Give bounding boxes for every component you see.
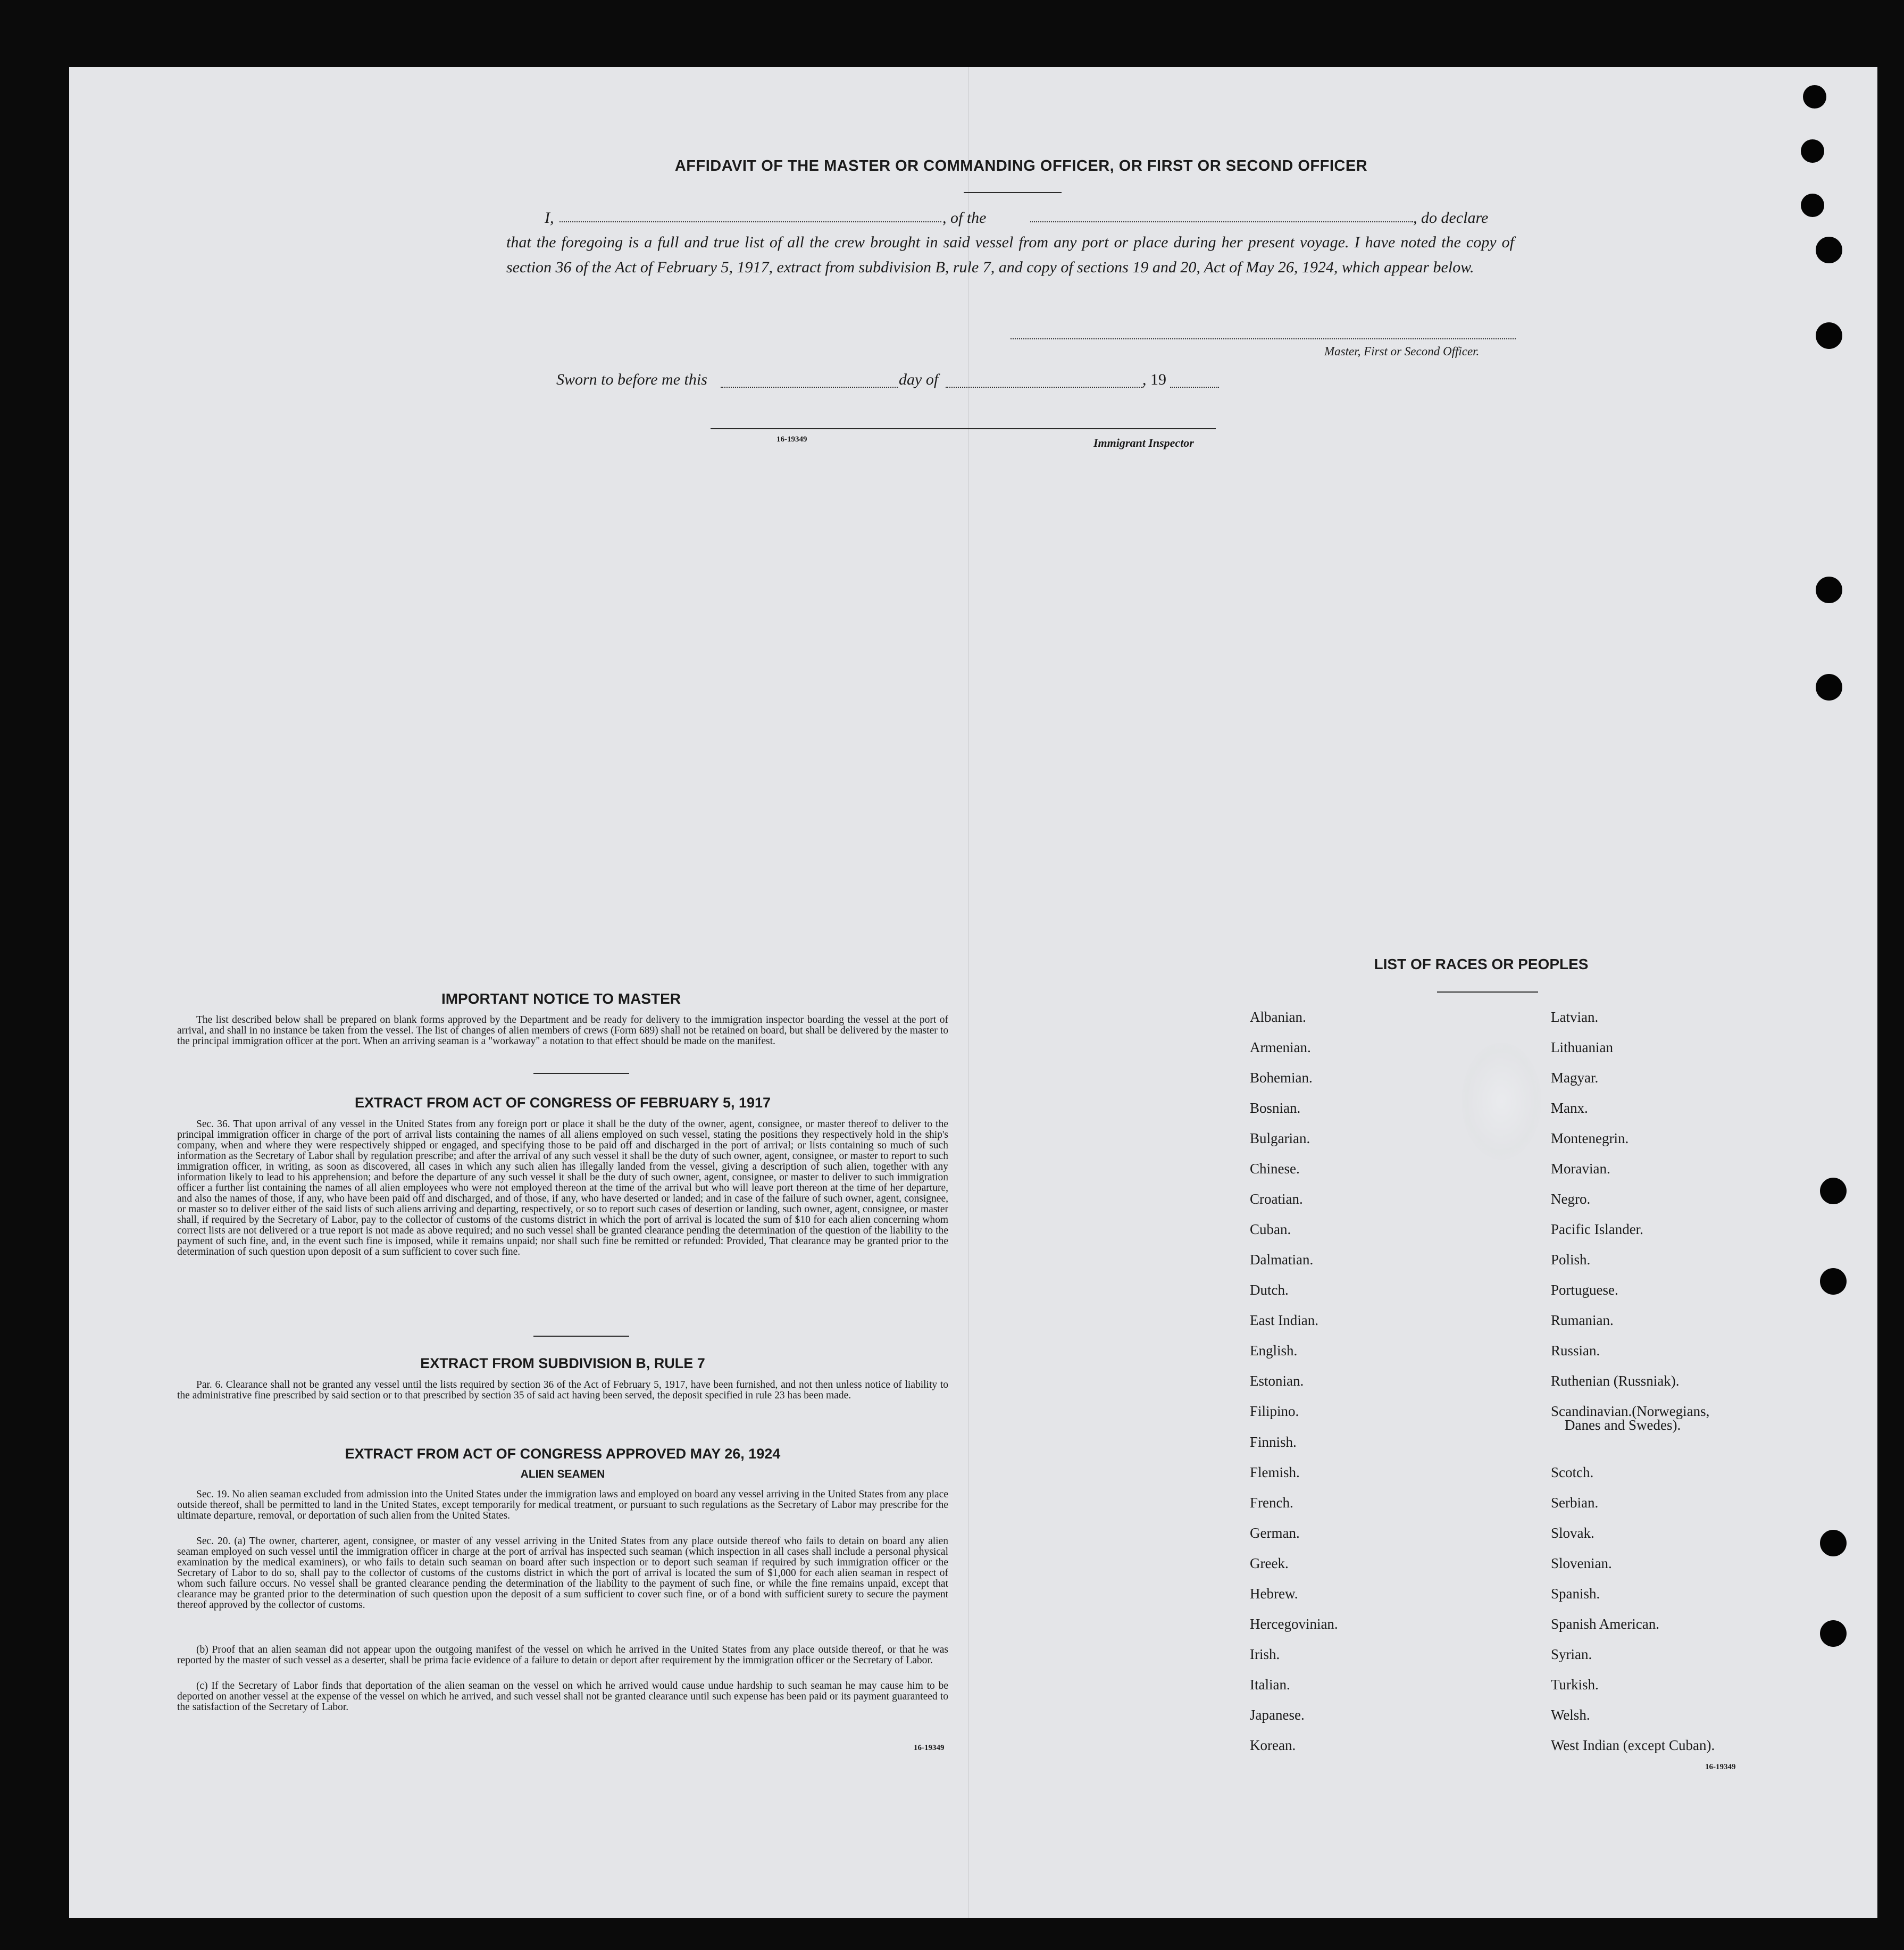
race-item: Manx. (1551, 1100, 1588, 1116)
sec19-body: Sec. 19. No alien seaman excluded from admission into the United States under the immigration laws and employed on board any vessel arriving in the United States from any place outside thereof, shall be permitted to land in the United States, except temporarily for medical treatment, or pursuant to such regulations as the Secretary of Labor may prescribe for the ultimate departure, removal, or deportation of such alien from the United States. (177, 1489, 948, 1521)
race-item: East Indian. (1250, 1312, 1318, 1328)
inspector-label: Immigrant Inspector (1093, 436, 1194, 449)
race-item: Estonian. (1250, 1373, 1304, 1389)
race-item: German. (1250, 1525, 1300, 1541)
race-item: Slovak. (1551, 1525, 1594, 1541)
races-divider (1437, 991, 1538, 993)
race-item: Rumanian. (1551, 1312, 1614, 1328)
sec20a-body: Sec. 20. (a) The owner, charterer, agent, consignee, or master of any vessel arriving in the United States from any place outside thereof who fails to detain on board any alien seaman employed on such vessel until the immigration officer in charge at the port of arrival has inspected such seaman (which inspection in all cases shall include a personal physical examination by the medical examiners), or who fails to detain such seaman on board after such inspection or to deport such seaman if required by such immigration officer or the Secretary of Labor to do so, shall pay to the collector of customs of the customs district in which the port of arrival is located the sum of $1,000 for each alien seaman in respect of whom such failure occurs. No vessel shall be granted clearance pending the determination of the liability to the payment of such fine, or while the fine remains unpaid, except that clearance may be granted prior to the determination of such question upon the deposit of a sum sufficient to cover such fine, or of a bond with sufficient surety to secure the payment thereof approved by the collector of customs. (177, 1536, 948, 1611)
race-item: Spanish American. (1551, 1616, 1659, 1632)
notice-form-number: 16-19349 (914, 1744, 945, 1752)
sec20b-body: (b) Proof that an alien seaman did not appear upon the outgoing manifest of the vessel on which he arrived in the United States from any place outside thereof, or that he was reported by the master of such vessel as a deserter, shall be prima facie evidence of a failure to detain or deport after requirement by the immigration officer or the Secretary of Labor. (177, 1644, 948, 1666)
race-item: Finnish. (1250, 1434, 1297, 1450)
race-item: Dutch. (1250, 1282, 1289, 1298)
extract2-title: EXTRACT FROM SUBDIVISION B, RULE 7 (420, 1355, 705, 1371)
race-item: Flemish. (1250, 1464, 1300, 1480)
race-item: Polish. (1551, 1252, 1591, 1268)
notice-body: The list described below shall be prepared on blank forms approved by the Department and be ready for delivery to the immigration inspector boarding the vessel at the port of arrival, and shall in no instance be taken from the vessel. The list of changes of alien members of crews (Form 689) shall not be retained on board, but shall be delivered by the master to the principal immigration officer at the port. When an arriving seaman is a "workaway" a notation to that effect should be made on the manifest. (177, 1014, 948, 1047)
race-item: Russian. (1551, 1343, 1600, 1359)
fold-crease (968, 67, 969, 1918)
race-item: Negro. (1551, 1191, 1591, 1207)
race-item: Montenegrin. (1551, 1130, 1629, 1146)
affidavit-paragraph: that the foregoing is a full and true list of all the crew brought in said vessel from any port or place during her present voyage. I have noted the copy of section 36 of the Act of February 5, 1917, extract from subdivision B, rule 7, and copy of sections 19 and 20, Act of May 26, 1924, which appear below. (506, 234, 1514, 276)
race-item: English. (1250, 1343, 1298, 1359)
extract2-body: Par. 6. Clearance shall not be granted any vessel until the lists required by section 36 of the Act of February 5, 1917, have been furnished, and not then unless notice of liability to the administrative fine prescribed by said section or to that prescribed by section 35 of said act having been served, the deposit specified in rule 23 has been made. (177, 1379, 948, 1401)
binder-hole (1816, 674, 1842, 701)
year-prefix: , 19 (1142, 371, 1166, 388)
race-item: Italian. (1250, 1677, 1290, 1693)
races-title: LIST OF RACES OR PEOPLES (1374, 956, 1589, 972)
race-item: Bohemian. (1250, 1070, 1313, 1086)
race-item: Latvian. (1551, 1009, 1599, 1025)
race-item: Filipino. (1250, 1403, 1299, 1419)
master-signature-label: Master, First or Second Officer. (1324, 345, 1480, 358)
day-blank[interactable] (721, 387, 898, 388)
sec20c-body: (c) If the Secretary of Labor finds that deportation of the alien seaman on the vessel on which he arrived would cause undue hardship to such seaman he may cause him to be deported on another vessel at the expense of the vessel on which he arrived, and such vessel shall not be granted clearance until such expense has been paid or its payment guaranteed to the satisfaction of the Secretary of Labor. (177, 1680, 948, 1713)
race-item: French. (1250, 1495, 1293, 1511)
race-item: Bosnian. (1250, 1100, 1301, 1116)
do-declare-label: , do declare (1413, 209, 1489, 227)
binder-hole (1816, 322, 1842, 349)
race-item: Ruthenian (Russniak). (1551, 1373, 1680, 1389)
binder-hole (1816, 237, 1842, 263)
master-signature-blank[interactable] (1011, 338, 1516, 339)
race-item: Albanian. (1250, 1009, 1306, 1025)
binder-hole (1816, 577, 1842, 603)
race-item: Armenian. (1250, 1039, 1311, 1055)
race-item: Turkish. (1551, 1677, 1599, 1693)
vessel-name-blank[interactable] (1030, 221, 1413, 222)
extract1-title: EXTRACT FROM ACT OF CONGRESS OF FEBRUARY 5, 1917 (354, 1095, 771, 1111)
race-item: Lithuanian (1551, 1039, 1613, 1055)
race-item: Moravian. (1551, 1161, 1610, 1177)
year-blank[interactable] (1170, 387, 1219, 388)
of-the-label: , of the (942, 209, 987, 227)
i-label: I, (545, 209, 554, 227)
race-item: Chinese. (1250, 1161, 1300, 1177)
title-divider (964, 192, 1062, 193)
day-of-label: day of (899, 371, 939, 388)
race-item: Scotch. (1551, 1464, 1594, 1480)
embossed-seal (1462, 1043, 1541, 1160)
race-item: Slovenian. (1551, 1555, 1612, 1571)
inspector-signature-line[interactable] (711, 428, 1216, 429)
race-item: Cuban. (1250, 1221, 1291, 1237)
binder-hole (1801, 139, 1824, 163)
races-form-number: 16-19349 (1705, 1763, 1736, 1771)
race-item: Danes and Swedes). (1565, 1417, 1681, 1433)
race-item: Scandinavian.(Norwegians, (1551, 1403, 1710, 1419)
binder-hole (1820, 1268, 1847, 1295)
race-item: Irish. (1250, 1646, 1280, 1662)
race-item: Korean. (1250, 1737, 1296, 1753)
race-item: Portuguese. (1551, 1282, 1618, 1298)
race-item: Welsh. (1551, 1707, 1590, 1723)
race-item: Greek. (1250, 1555, 1289, 1571)
race-item: Serbian. (1551, 1495, 1599, 1511)
binder-hole (1820, 1178, 1847, 1204)
race-item: Bulgarian. (1250, 1130, 1310, 1146)
extract1-body: Sec. 36. That upon arrival of any vessel in the United States from any foreign port or place it shall be the duty of the owner, agent, consignee, or master thereof to deliver to the principal immigration officer in charge of the port of arrival lists containing the names of all aliens employed on such vessel, stating the positions they respectively hold in the ship's company, when and where they were respectively shipped or engaged, and specifying those to be paid off and discharged in the port of arrival; or lists containing so much of such information as the Secretary of Labor shall by regulation prescribe; and after the arrival of any such vessel it shall be the duty of such owner, agent, consignee, or master to report to such immigration officer, in writing, as soon as discovered, all cases in which any such alien has illegally landed from the vessel, giving a description of such alien, together with any information likely to lead to his apprehension; and before the departure of any such vessel it shall be the duty of such owner, agent, consignee, or master to deliver to such immigration officer a further list containing the names of all alien employees who were not employed thereon at the time of the arrival but who will leave port thereon at the time of her departure, and also the names of those, if any, who have been paid off and discharged, and of those, if any, who have deserted or landed; and in case of the failure of such owner, agent, consignee, or master so to deliver either of the said lists of such aliens arriving and departing, respectively, or so to report such cases of desertion or landing, such owner, agent, consignee, or master shall, if required by the Secretary of Labor, pay to the collector of customs of the customs district in which the port of arrival is located the sum of $10 for each alien concerning whom correct lists are not delivered or a true report is not made as above required; and no such vessel shall be granted clearance pending the determination of the question of the liability to the payment of such fine, and, in the event such fine is imposed, while it remains unpaid; nor shall such fine be remitted or refunded: Provided, That clearance may be granted prior to the determination of such question upon deposit of a sum sufficient to cover such fine. (177, 1119, 948, 1257)
race-item: Hercegovinian. (1250, 1616, 1338, 1632)
binder-hole (1820, 1620, 1847, 1647)
race-item: Dalmatian. (1250, 1252, 1314, 1268)
binder-hole (1803, 85, 1826, 109)
binder-hole (1820, 1530, 1847, 1556)
form-number: 16-19349 (776, 435, 807, 444)
race-item: Pacific Islander. (1551, 1221, 1643, 1237)
month-blank[interactable] (946, 387, 1143, 388)
race-item: West Indian (except Cuban). (1551, 1737, 1715, 1753)
notice-divider (533, 1073, 629, 1074)
extract3-subtitle: ALIEN SEAMEN (520, 1468, 605, 1480)
race-item: Croatian. (1250, 1191, 1303, 1207)
race-item: Spanish. (1551, 1586, 1600, 1602)
race-item: Magyar. (1551, 1070, 1599, 1086)
race-item: Hebrew. (1250, 1586, 1298, 1602)
officer-name-blank[interactable] (559, 221, 941, 222)
binder-hole (1801, 194, 1824, 217)
extract1-divider (533, 1336, 629, 1337)
notice-title: IMPORTANT NOTICE TO MASTER (441, 990, 681, 1007)
affidavit-title: AFFIDAVIT OF THE MASTER OR COMMANDING OFFICER, OR FIRST OR SECOND OFFICER (674, 157, 1368, 174)
race-item: Japanese. (1250, 1707, 1305, 1723)
extract3-title: EXTRACT FROM ACT OF CONGRESS APPROVED MAY 26, 1924 (345, 1446, 781, 1462)
sworn-prefix: Sworn to before me this (556, 371, 707, 388)
race-item: Syrian. (1551, 1646, 1592, 1662)
sworn-line (556, 371, 707, 389)
